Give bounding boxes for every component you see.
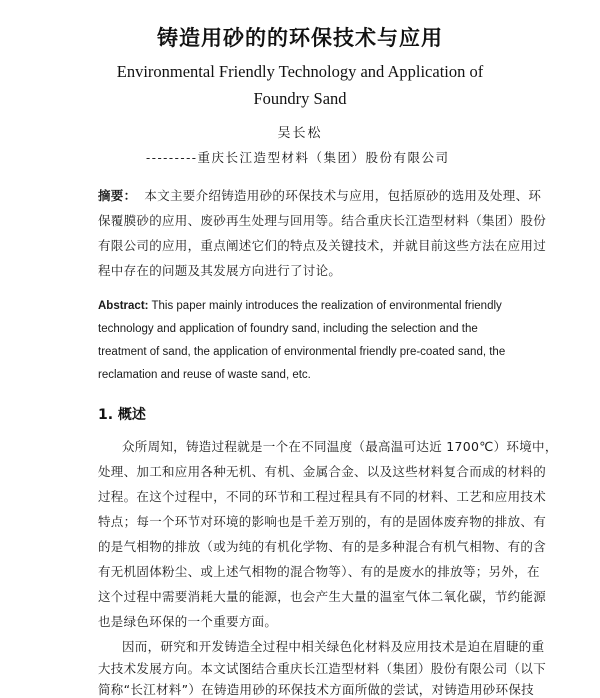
body-line: 大技术发展方向。本文试图结合重庆长江造型材料（集团）股份有限公司（以下 [98,661,547,676]
abstract-en-line: reclamation and reuse of waste sand, etc. [98,369,311,381]
body-line: 这个过程中需要消耗大量的能源，也会产生大量的温室气体二氧化碳，节约能源 [98,589,547,604]
abstract-zh-label: 摘要： [98,188,137,203]
body-line: 因而，研究和开发铸造全过程中相关绿色化材料及应用技术是迫在眉睫的重 [122,639,545,654]
section-heading: 1. 概述 [98,407,146,423]
body-line: 简称“长江材料”）在铸造用砂的环保技术方面所做的尝试，对铸造用砂环保技 [98,682,534,697]
abstract-en-line [98,300,502,312]
body-line: 众所周知，铸造过程就是一个在不同温度（最高温可达近 1700℃）环境中， [122,439,558,454]
abstract-en-line: treatment of sand, the application of environmental friendly pre-coated sand, the [98,346,506,358]
abstract-zh-text: 本文主要介绍铸造用砂的环保技术与应用，包括原砂的选用及处理、环 [144,188,542,203]
abstract-zh-line: 有限公司的应用，重点阐述它们的特点及关键技术，并就目前这些方法在应用过 [98,238,547,253]
abstract-en-label: Abstract: [98,300,149,312]
abstract-en-line: technology and application of foundry sand, including the selection and the [98,323,478,335]
paper-title-zh: 铸造用砂的的环保技术与应用 [157,26,443,50]
author-name: 吴长松 [277,126,323,141]
body-line: 特点；每一个环节对环境的影响也是千差万别的，有的是固体废弃物的排放、有 [98,514,547,529]
abstract-en-text: This paper mainly introduces the realization of environmental friendly [151,300,502,312]
abstract-zh-line: 保覆膜砂的应用、废砂再生处理与回用等。结合重庆长江造型材料（集团）股份 [98,213,547,228]
body-line: 也是绿色环保的一个重要方面。 [98,614,278,629]
body-line: 处理、加工和应用各种无机、有机、金属合金、以及这些材料复合而成的材料的 [98,464,547,479]
abstract-zh-line: 程中存在的问题及其发展方向进行了讨论。 [98,263,342,278]
author-affiliation: ---------重庆长江造型材料（集团）股份有限公司 [146,150,450,165]
paper-title-en-line-1: Environmental Friendly Technology and Application of [116,62,484,81]
body-line: 过程。在这个过程中，不同的环节和工程过程具有不同的材料、工艺和应用技术 [98,489,547,504]
abstract-zh-line [98,186,541,204]
body-line: 有无机固体粉尘、或上述气相物的混合物等）、有的是废水的排放等；另外，在 [98,564,540,579]
body-line: 的是气相物的排放（或为纯的有机化学物、有的是多种混合有机气相物、有的含 [98,539,547,554]
paper-title-en-line-2: Foundry Sand [253,89,347,108]
